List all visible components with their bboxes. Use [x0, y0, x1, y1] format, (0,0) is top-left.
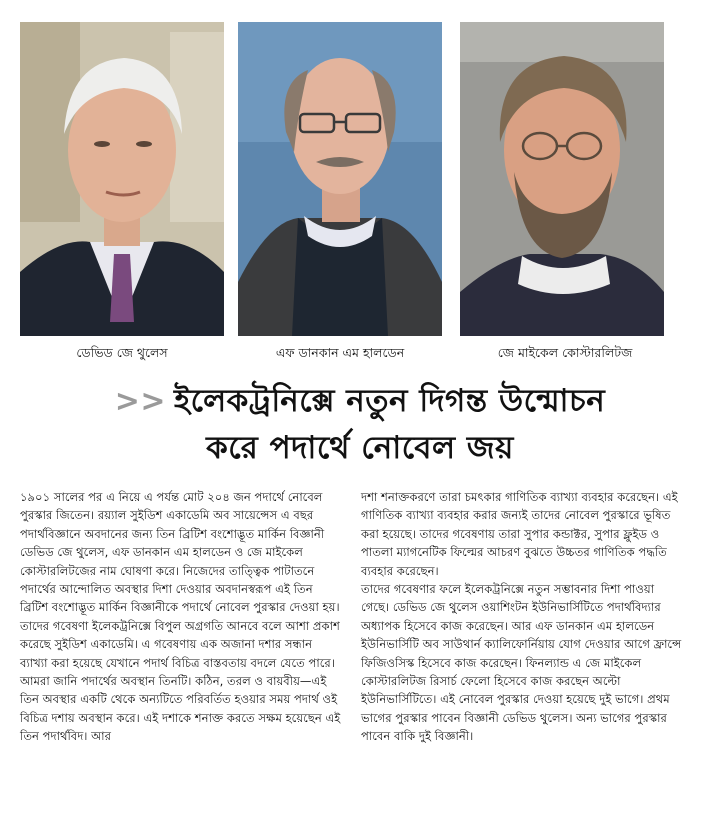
headline: [40, 378, 680, 478]
photo-caption-thouless: ডেভিড জে থুলেস: [76, 345, 168, 360]
headline-line-1-text: ইলেকট্রনিক্সে নতুন দিগন্ত উন্মোচন: [174, 383, 606, 419]
portrait-photo-kosterlitz: [460, 22, 664, 336]
photo-caption-haldane: এফ ডানকান এম হালডেন: [275, 345, 405, 360]
portrait-photo-thouless: [20, 22, 224, 336]
portrait-thouless-image: [20, 22, 224, 336]
headline-line-1: [40, 378, 680, 425]
portrait-kosterlitz-image: [460, 22, 664, 336]
article-paragraph: তাদের গবেষণার ফলে ইলেকট্রনিক্সে নতুন সম্ভাবনার দিশা পাওয়া গেছে। ডেভিড জে থুলেস ওয়াশিংটন ইউনিভার্সিটিতে পদার্থবিদ্যার অধ্যাপক হিসেবে কাজ করেছেন। আর এফ ডানকান এম হালডেন ইউনিভার্সিটি অব সাউথার্ন ক্যালিফোর্নিয়ায় যোগ দেওয়ার আগে ফ্রান্সে ফিজিওসিস্ক হিসেবে কাজ করেছেন। ফিনল্যান্ড এ জে মাইকেল কোস্টারলিটজ রিসার্চ ফেলো হিসেবে কাজ করছেন অল্টো ইউনিভার্সিটিতে। এই নোবেল পুরস্কার দেওয়া হয়েছে দুই ভাগে। প্রথম ভাগের পুরস্কার পাবেন বিজ্ঞানী ডেভিড থুলেস। অন্য ভাগের পুরস্কার পাবেন বাকি দুই বিজ্ঞানী।: [361, 582, 682, 744]
portrait-haldane-image: [238, 22, 442, 336]
article-paragraph: ১৯০১ সালের পর এ নিয়ে এ পর্যন্ত মোট ২০৪ জন পদার্থে নোবেল পুরস্কার জিতেন। রয়্যাল সুইডিশ একাডেমি অব সায়েন্সেস এ বছর পদার্থবিজ্ঞানে অবদানের জন্য তিন ব্রিটিশ বংশোদ্ভূত মার্কিন বিজ্ঞানী ডেভিড জে থুলেস, এফ ডানকান এম হালডেন ও জে মাইকেল কোস্টারলিটজের নাম ঘোষণা করে। নিজেদের তাত্ত্বিক পাটাতনে পদার্থের আন্দোলিত অবস্থার দিশা দেওয়ার অবদানস্বরূপ এই তিন ব্রিটিশ বংশোদ্ভূত মার্কিন বিজ্ঞানীকে পদার্থে নোবেল পুরস্কার দেওয়া হয়। তাদের গবেষণা ইলেকট্রনিক্সে বিপুল অগ্রগতি আনবে বলে আশা প্রকাশ করেছে সুইডিশ একাডেমি। এ গবেষণায় এক অজানা দশার সন্ধান ব্যাখ্যা করা হয়েছে যেখানে পদার্থ বিচিত্র বাস্তবতায় বদলে যেতে পারে। আমরা জানি পদার্থের অবস্থান তিনটি। কঠিন, তরল ও বায়বীয়—এই তিন অবস্থার একটি থেকে অন্যটিতে পরিবর্তিত হওয়ার সময় পদার্থ ওই বিচিত্র দশায় অবস্থান করে। এই দশাকে শনাক্ত করতে সক্ষম হয়েছেন এই তিন পদার্থবিদ। আর: [20, 490, 341, 744]
double-chevron-icon: >>: [114, 384, 166, 419]
article-paragraph: দশা শনাক্তকরণে তারা চমৎকার গাণিতিক ব্যাখ্যা ব্যবহার করেছেন। এই গাণিতিক ব্যাখ্যা ব্যবহার করার জন্যই তাদের নোবেল পুরস্কারে ভূষিত করা হয়েছে। তাদের গবেষণায় তারা সুপার কন্ডাক্টর, সুপার ফ্লুইড ও পাতলা ম্যাগনেটিক ফিল্মের আচরণ বুঝতে উচ্চতর গাণিতিক পদ্ধতি ব্যবহার করেছেন।: [361, 490, 678, 578]
article-column-left: [20, 488, 342, 746]
article-column-right: [361, 488, 683, 746]
photo-caption-kosterlitz: জে মাইকেল কোস্টারলিটজ: [497, 345, 633, 360]
headline-line-2: করে পদার্থে নোবেল জয়: [206, 430, 514, 466]
portrait-photo-haldane: [238, 22, 442, 336]
